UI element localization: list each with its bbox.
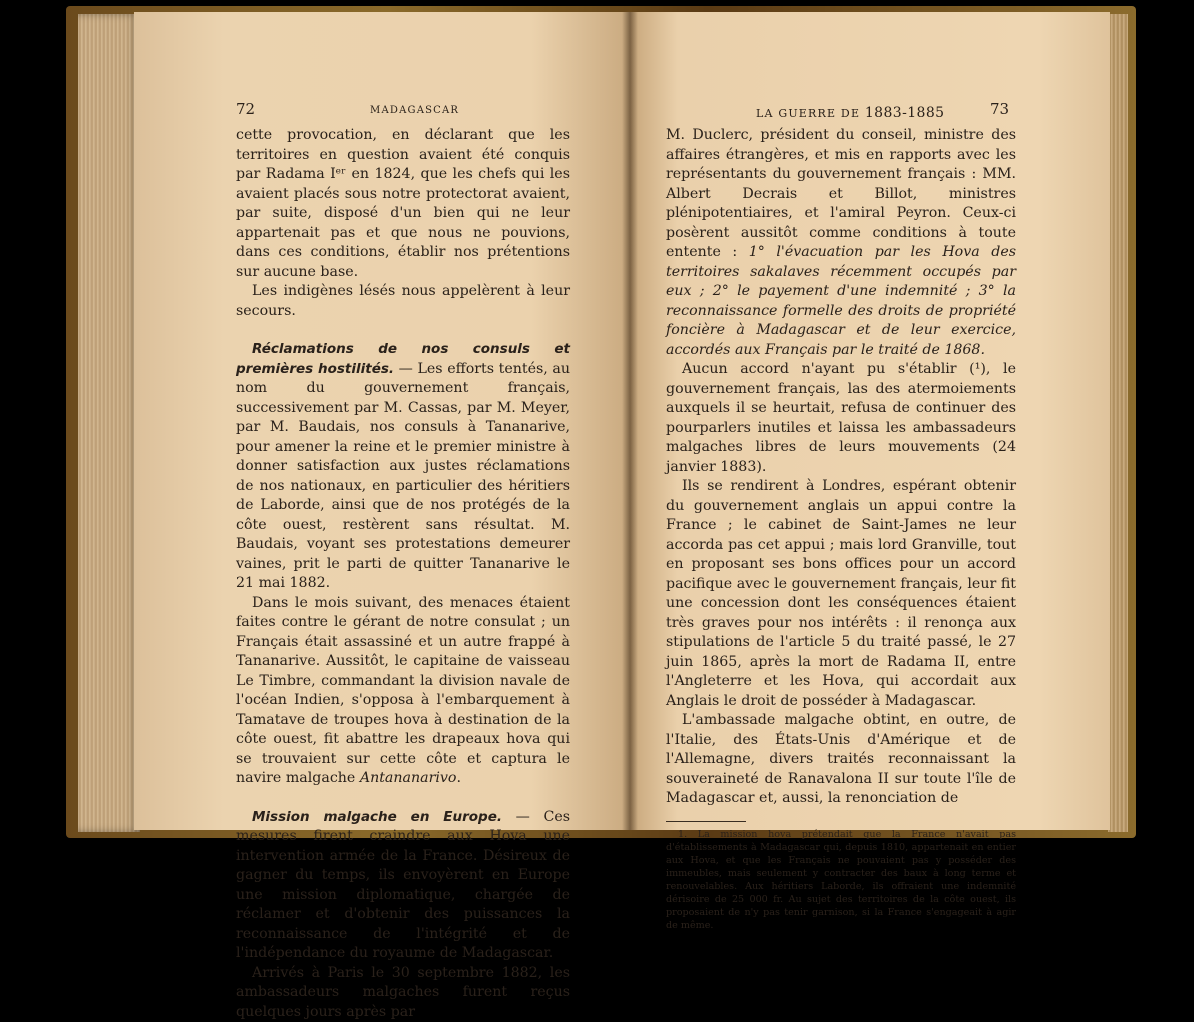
paragraph-text: Dans le mois suivant, des menaces étaient faites contre le gérant de notre consulat ; un Français était assassiné et un autre frappé à Tananarive. Aussitôt, le capitaine de vaisseau Le Timbre, commandant la division navale de l'océan Indien, s'opposa à l'embarquement à Tamatave de troupes hova à destination de la côte ouest, fit abattre les drapeaux hova qui se trouvaient sur cette côte et captura le navire malgache: [236, 595, 570, 787]
ship-name: Antananarivo: [360, 770, 457, 786]
section-heading: Réclamations de nos consuls et premières hostilités.: [236, 341, 570, 377]
book-gutter: [622, 12, 638, 830]
paragraph: Les indigènes lésés nous appelèrent à leur secours.: [236, 282, 570, 321]
paragraph-text: M. Duclerc, président du conseil, ministre des affaires étrangères, et mis en rapports avec les représentants du gouvernement français : MM. Albert Decrais et Billot, ministres plénipotentiaires, et l'amiral Peyron. Ceux-ci posèrent aussitôt comme conditions à toute entente :: [666, 127, 1016, 260]
paragraph: [236, 340, 570, 594]
footnote-divider: [666, 821, 746, 822]
running-head: MADAGASCAR: [370, 105, 459, 116]
running-head-prefix: LA GUERRE DE: [756, 107, 865, 120]
page-edges-left: [78, 14, 140, 832]
page-edges-right: [1108, 14, 1128, 832]
paragraph: [236, 808, 570, 964]
running-head: [756, 105, 944, 121]
footnote-text: 1. La mission hova prétendait que la France n'avait pas d'établissements à Madagascar qui, depuis 1810, appartenait en entier aux Hova, et que les Français ne pouvaient pas y posséder des immeubles, mais seulement y contracter des baux à long terme et renouvelables. Aux héritiers Laborde, ils offraient une indemnité dérisoire de 25 000 fr. Au sujet des territoires de la côte ouest, ils proposaient de n'y pas tenir garnison, si la France s'engageait à agir de même.: [666, 828, 1016, 932]
running-head-years: 1883-1885: [865, 105, 945, 121]
conditions-italic: 1° l'évacuation par les Hova des territoires sakalaves récemment occupés par eux ; 2° le payement d'une indemnité ; 3° la reconnaissance formelle des droits de propriété foncière à Madagascar et de leur exercice, accordés aux Français par le traité de 1868.: [666, 244, 1016, 358]
section-text: — Ces mesures firent craindre aux Hova une intervention armée de la France. Désireux de gagner du temps, ils envoyèrent en Europe une mission diplomatique, chargée de réclamer et d'obtenir des puissances la reconnaissance de l'intégrité et de l'indépendance du royaume de Madagascar.: [236, 809, 570, 962]
paragraph: Arrivés à Paris le 30 septembre 1882, les ambassadeurs malgaches furent reçus quelques jours après par: [236, 964, 570, 1022]
paragraph: Ils se rendirent à Londres, espérant obtenir du gouvernement anglais un appui contre la France ; le cabinet de Saint-James ne leur accorda pas cet appui ; mais lord Granville, tout en proposant ses bons offices pour un accord pacifique avec le gouvernement français, leur fit une concession dont les conséquences étaient très graves pour nos intérêts : il renonça aux stipulations de l'article 5 du traité passé, le 27 juin 1865, après la mort de Radama II, entre l'Angleterre et les Hova, qui accordait aux Anglais le droit de posséder à Madagascar.: [666, 477, 1016, 711]
section-heading: Mission malgache en Europe.: [252, 809, 502, 825]
paragraph: Aucun accord n'ayant pu s'établir (¹), le gouvernement français, las des atermoiements auxquels il se heurtait, refusa de continuer des pourparlers inutiles et laissa les ambassadeurs malgaches libres de leurs mouvements (24 janvier 1883).: [666, 360, 1016, 477]
paragraph: [236, 594, 570, 789]
right-page: [630, 12, 1110, 830]
right-page-body: [666, 126, 1016, 932]
section-text: — Les efforts tentés, au nom du gouvernement français, successivement par M. Cassas, par M. Meyer, par M. Baudais, nos consuls à Tananarive, pour amener la reine et le premier ministre à donner satisfaction aux justes réclamations de nos nationaux, en particulier des héritiers de Laborde, ainsi que de nos protégés de la côte ouest, restèrent sans résultat. M. Baudais, voyant ses protestations demeurer vaines, prit le parti de quitter Tananarive le 21 mai 1882.: [236, 361, 570, 592]
page-number: 72: [236, 100, 255, 118]
paragraph: cette provocation, en déclarant que les territoires en question avaient été conquis par Radama Iᵉʳ en 1824, que les chefs qui les avaient placés sous notre protectorat avaient, par suite, disposé d'un bien qui ne leur appartenait pas et que nous ne pouvions, dans ces conditions, établir nos prétentions sur aucune base.: [236, 126, 570, 282]
paragraph: L'ambassade malgache obtint, en outre, de l'Italie, des États-Unis d'Amérique et de l'Allemagne, divers traités reconnaissant la souveraineté de Ranavalona II sur toute l'île de Madagascar et, aussi, la renonciation de: [666, 711, 1016, 809]
left-page-body: [236, 126, 570, 1022]
page-number: 73: [990, 100, 1009, 118]
paragraph-end: .: [456, 770, 461, 786]
paragraph: [666, 126, 1016, 360]
left-page: [134, 12, 630, 830]
footnote: [666, 828, 1016, 932]
